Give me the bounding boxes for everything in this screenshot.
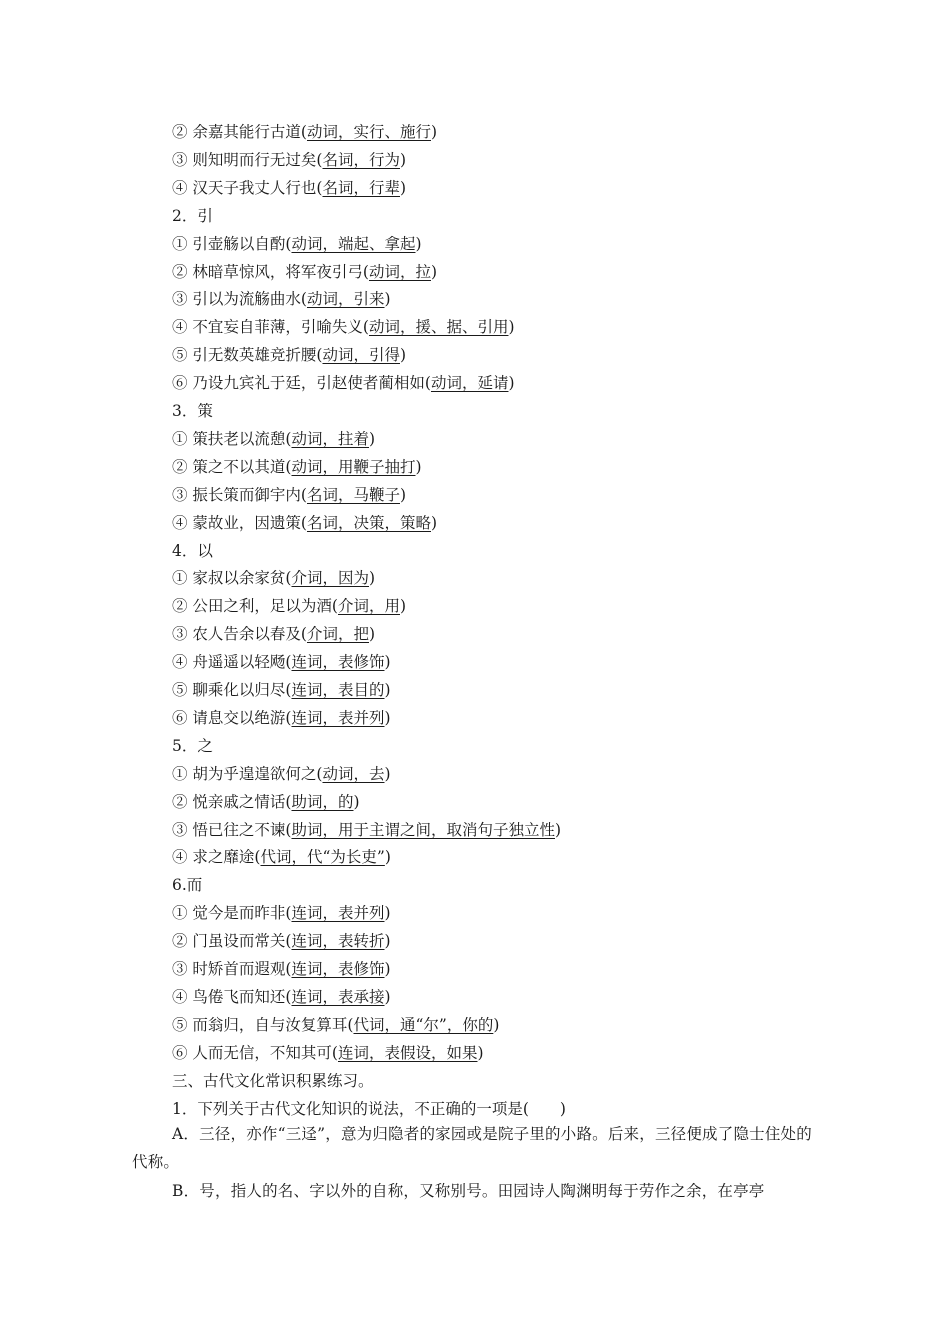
entry-text: ④ 不宜妄自菲薄，引喻失义( (172, 318, 369, 337)
entry-answer: 连词，表并列 (291, 904, 385, 923)
entry-line (172, 930, 391, 952)
entry-text: ① 觉今是而昨非( (172, 904, 292, 923)
entry-line (172, 288, 391, 310)
entry-answer: 动词，拉 (368, 262, 431, 281)
option-b-paragraph: B．号，指人的名、字以外的自称，又称别号。田园诗人陶渊明每于劳作之余，在亭亭 (172, 1182, 765, 1200)
entry-answer: 名词，马鞭子 (306, 485, 400, 504)
entry-close-paren: ) (415, 457, 422, 476)
entry-answer: 动词，端起、拿起 (291, 234, 416, 253)
entry-close-paren: ) (369, 569, 376, 588)
entry-line (172, 316, 515, 338)
entry-answer: 动词，去 (322, 764, 385, 783)
entry-line (172, 372, 515, 394)
entry-text: ② 策之不以其道( (172, 457, 292, 476)
entry-line (172, 428, 375, 450)
entry-text: ④ 蒙故业，因遗策( (172, 513, 307, 532)
entry-close-paren: ) (384, 708, 391, 727)
entry-text: 3．策 (172, 402, 213, 420)
entry-text: ⑤ 聊乘化以归尽( (172, 681, 292, 699)
entry-line (172, 595, 406, 617)
entry-answer: 连词，表承接 (291, 987, 385, 1006)
entry-line (172, 149, 406, 171)
entry-text: ⑤ 引无数英雄竞折腰( (172, 346, 323, 365)
entry-close-paren: ) (400, 485, 407, 504)
entry-line (172, 344, 406, 366)
entry-line (172, 707, 391, 729)
entry-answer: 动词，引得 (322, 346, 400, 365)
entry-line (172, 986, 391, 1008)
entry-line (172, 456, 422, 478)
entry-text: ③ 振长策而御宇内( (172, 485, 307, 504)
entry-line (172, 902, 391, 924)
entry-answer: 动词，拄着 (291, 429, 369, 448)
entry-line (172, 735, 213, 757)
entry-text: ③ 悟已往之不谏( (172, 820, 292, 839)
entry-answer: 连词，表修饰 (291, 960, 385, 978)
entry-text: ③ 时矫首而遐观( (172, 960, 292, 978)
entry-text: ④ 汉天子我丈人行也( (172, 178, 323, 197)
entry-close-paren: ) (384, 653, 391, 672)
entry-close-paren: ) (369, 625, 376, 644)
entry-line (172, 874, 202, 896)
entry-line (172, 205, 213, 227)
entry-text: ③ 引以为流觞曲水( (172, 290, 307, 309)
entry-answer: 介词，因为 (291, 569, 369, 588)
option-a-paragraph: A．三径，亦作“三迳”，意为归隐者的家园或是院子里的小路。后来，三径便成了隐士住处的代称。 (132, 1125, 812, 1171)
entry-text: ① 胡为乎遑遑欲何之( (172, 764, 323, 783)
entry-answer: 介词，用 (337, 597, 400, 616)
entry-answer: 名词，决策，策略 (306, 513, 431, 532)
entry-close-paren: ) (400, 178, 407, 197)
entry-line (172, 484, 406, 506)
entry-text: ⑤ 而翁归，自与汝复算耳( (172, 1015, 354, 1034)
entry-line (172, 679, 391, 701)
entry-close-paren: ) (508, 374, 515, 393)
entry-line (172, 819, 561, 841)
entry-line (172, 651, 391, 673)
entry-text: ⑥ 请息交以绝游( (172, 708, 292, 727)
entry-text: ② 林暗草惊风，将军夜引弓( (172, 262, 369, 281)
entry-text: ① 策扶老以流憩( (172, 429, 292, 448)
entry-text: ⑥ 乃设九宾礼于廷，引赵使者蔺相如( (172, 374, 431, 393)
entry-answer: 代词，代“为长吏” (260, 848, 385, 867)
entry-answer: 助词，的 (291, 792, 354, 811)
entry-line (172, 233, 422, 255)
entry-close-paren: ) (400, 150, 407, 169)
entry-close-paren: ) (353, 792, 360, 811)
entry-text: ④ 鸟倦飞而知还( (172, 987, 292, 1006)
entry-close-paren: ) (415, 234, 422, 253)
entry-close-paren: ) (400, 597, 407, 616)
entry-close-paren: ) (384, 960, 391, 978)
entry-line (172, 846, 391, 868)
entry-text: ④ 舟遥遥以轻飏( (172, 653, 292, 672)
entry-answer: 名词，行辈 (322, 178, 400, 197)
entry-answer: 助词，用于主谓之间，取消句子独立性 (291, 820, 555, 839)
entry-answer: 连词，表目的 (291, 681, 385, 699)
entry-close-paren: ) (431, 513, 438, 532)
entry-close-paren: ) (431, 123, 438, 141)
entry-line (172, 1014, 499, 1036)
entry-line (172, 623, 375, 645)
entry-line (172, 958, 391, 980)
entry-close-paren: ) (369, 429, 376, 448)
entry-text: ① 引壶觞以自酌( (172, 234, 292, 253)
entry-text: ③ 则知明而行无过矣( (172, 150, 323, 169)
entry-text: ④ 求之靡途( (172, 848, 261, 867)
entry-close-paren: ) (384, 290, 391, 309)
entry-answer: 动词，援、据、引用 (368, 318, 509, 337)
entry-line (172, 763, 391, 785)
entry-answer: 动词，引来 (306, 290, 385, 309)
entry-close-paren: ) (384, 681, 391, 699)
entry-text: 6.而 (172, 876, 203, 895)
entry-text: 1．下列关于古代文化知识的说法，不正确的一项是( ) (172, 1099, 566, 1118)
entry-text: ⑥ 人而无信，不知其可( (172, 1043, 338, 1062)
entry-answer: 连词，表转折 (291, 932, 385, 951)
entry-text: 2．引 (172, 206, 213, 225)
entry-line (172, 261, 437, 283)
entry-answer: 代词，通“尔”，你的 (353, 1015, 494, 1034)
entry-text: 4．以 (172, 541, 213, 560)
entry-answer: 连词，表修饰 (291, 653, 385, 672)
entry-close-paren: ) (400, 346, 407, 365)
entry-answer: 动词，延请 (430, 374, 509, 393)
entry-close-paren: ) (384, 904, 391, 923)
entry-answer: 动词，用鞭子抽打 (291, 457, 416, 476)
entry-line (172, 1098, 566, 1120)
entry-text: ② 门虽设而常关( (172, 932, 292, 951)
entry-close-paren: ) (384, 932, 391, 951)
entry-line (172, 177, 406, 199)
entry-line (172, 1070, 374, 1092)
entry-line (172, 400, 213, 422)
entry-close-paren: ) (384, 848, 391, 867)
entry-close-paren: ) (384, 987, 391, 1006)
entry-text: 三、古代文化常识积累练习。 (172, 1071, 374, 1090)
entry-line (172, 1042, 484, 1064)
entry-answer: 连词，表假设，如果 (337, 1043, 478, 1062)
entry-close-paren: ) (384, 764, 391, 783)
entry-text: ② 悦亲戚之情话( (172, 792, 292, 811)
entry-text: ② 公田之利，足以为酒( (172, 597, 338, 616)
entry-close-paren: ) (493, 1015, 500, 1034)
entry-answer: 名词，行为 (322, 150, 400, 169)
entry-line (172, 512, 437, 534)
entry-line (172, 791, 360, 813)
entry-line (172, 121, 437, 143)
entry-answer: 介词，把 (306, 625, 369, 644)
entry-answer: 连词，表并列 (291, 708, 385, 727)
entry-close-paren: ) (555, 820, 562, 839)
entry-line (172, 567, 375, 589)
entry-line (172, 540, 213, 562)
entry-close-paren: ) (508, 318, 515, 337)
entry-text: ② 余嘉其能行古道( (172, 123, 307, 141)
entry-text: ① 家叔以余家贫( (172, 569, 292, 588)
entry-answer: 动词，实行、施行 (306, 123, 431, 141)
entry-text: 5．之 (172, 736, 213, 755)
entry-text: ③ 农人告余以春及( (172, 625, 307, 644)
entry-close-paren: ) (477, 1043, 484, 1062)
entry-close-paren: ) (431, 262, 438, 281)
